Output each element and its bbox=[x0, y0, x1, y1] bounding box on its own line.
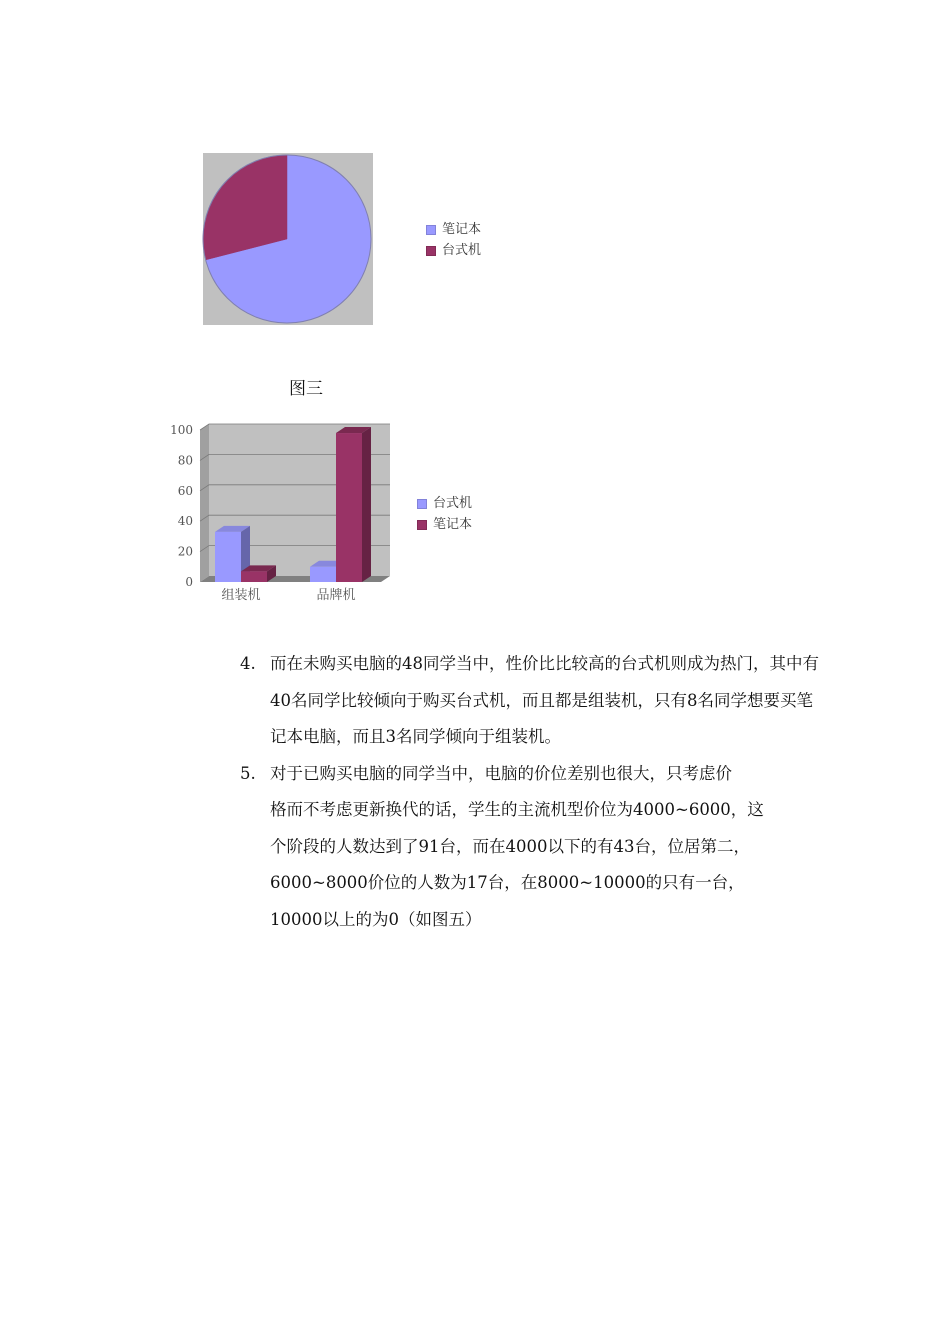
pie-legend-label: 台式机 bbox=[442, 243, 482, 258]
numbered-list bbox=[240, 646, 820, 938]
bar bbox=[215, 532, 241, 582]
bar-legend-label: 笔记本 bbox=[433, 517, 473, 532]
list-item-text: 而在未购买电脑的48同学当中，性价比比较高的台式机则成为热门，其中有40名同学比较倾向于购买台式机，而且都是组装机，只有8名同学想要买笔记本电脑，而且3名同学倾向于组装机。 bbox=[270, 654, 819, 746]
list-item-5 bbox=[240, 756, 820, 939]
y-tick-label: 80 bbox=[177, 453, 193, 468]
pie-legend-item bbox=[426, 219, 481, 240]
bar-legend-item bbox=[417, 493, 472, 514]
list-item-line: 6000~8000价位的人数为17台，在8000~10000的只有一台， bbox=[270, 873, 745, 892]
list-item-4 bbox=[240, 646, 820, 756]
y-tick-label: 20 bbox=[177, 544, 193, 559]
y-tick-label: 100 bbox=[170, 423, 193, 437]
list-item-line: 个阶段的人数达到了91台，而在4000以下的有43台，位居第二， bbox=[270, 836, 750, 856]
x-category-label: 品牌机 bbox=[316, 588, 356, 603]
bar-legend-item bbox=[417, 514, 472, 535]
list-item-line: 格而不考虑更新换代的话，学生的主流机型价位为4000~6000，这 bbox=[270, 800, 764, 819]
y-tick-label: 0 bbox=[185, 575, 193, 589]
bar bbox=[336, 433, 362, 582]
bar bbox=[310, 567, 336, 582]
x-category-label: 组装机 bbox=[221, 588, 261, 603]
pie-chart bbox=[203, 153, 373, 325]
bar-legend bbox=[417, 493, 472, 535]
list-item-line: 对于已购买电脑的同学当中，电脑的价位差别也很大，只考虑价 bbox=[270, 763, 732, 783]
pie-legend-swatch bbox=[426, 225, 436, 235]
list-item-number: 5. bbox=[240, 763, 256, 783]
bar bbox=[241, 571, 267, 582]
bar-legend-swatch bbox=[417, 520, 427, 530]
list-item-number: 4. bbox=[240, 654, 256, 673]
y-tick-label: 40 bbox=[177, 514, 193, 529]
bar-legend-label: 台式机 bbox=[433, 496, 473, 511]
pie-legend-item bbox=[426, 240, 481, 261]
pie-legend-swatch bbox=[426, 246, 436, 256]
pie-legend bbox=[426, 219, 481, 261]
list-item-line: 10000以上的为0（如图五） bbox=[270, 909, 482, 929]
pie-legend-label: 笔记本 bbox=[442, 222, 482, 237]
bar-side bbox=[362, 427, 371, 582]
bar-legend-swatch bbox=[417, 499, 427, 509]
bar-chart bbox=[160, 415, 400, 610]
figure-caption: 图三 bbox=[289, 379, 323, 399]
side-wall bbox=[200, 424, 209, 582]
y-tick-label: 60 bbox=[177, 483, 193, 498]
